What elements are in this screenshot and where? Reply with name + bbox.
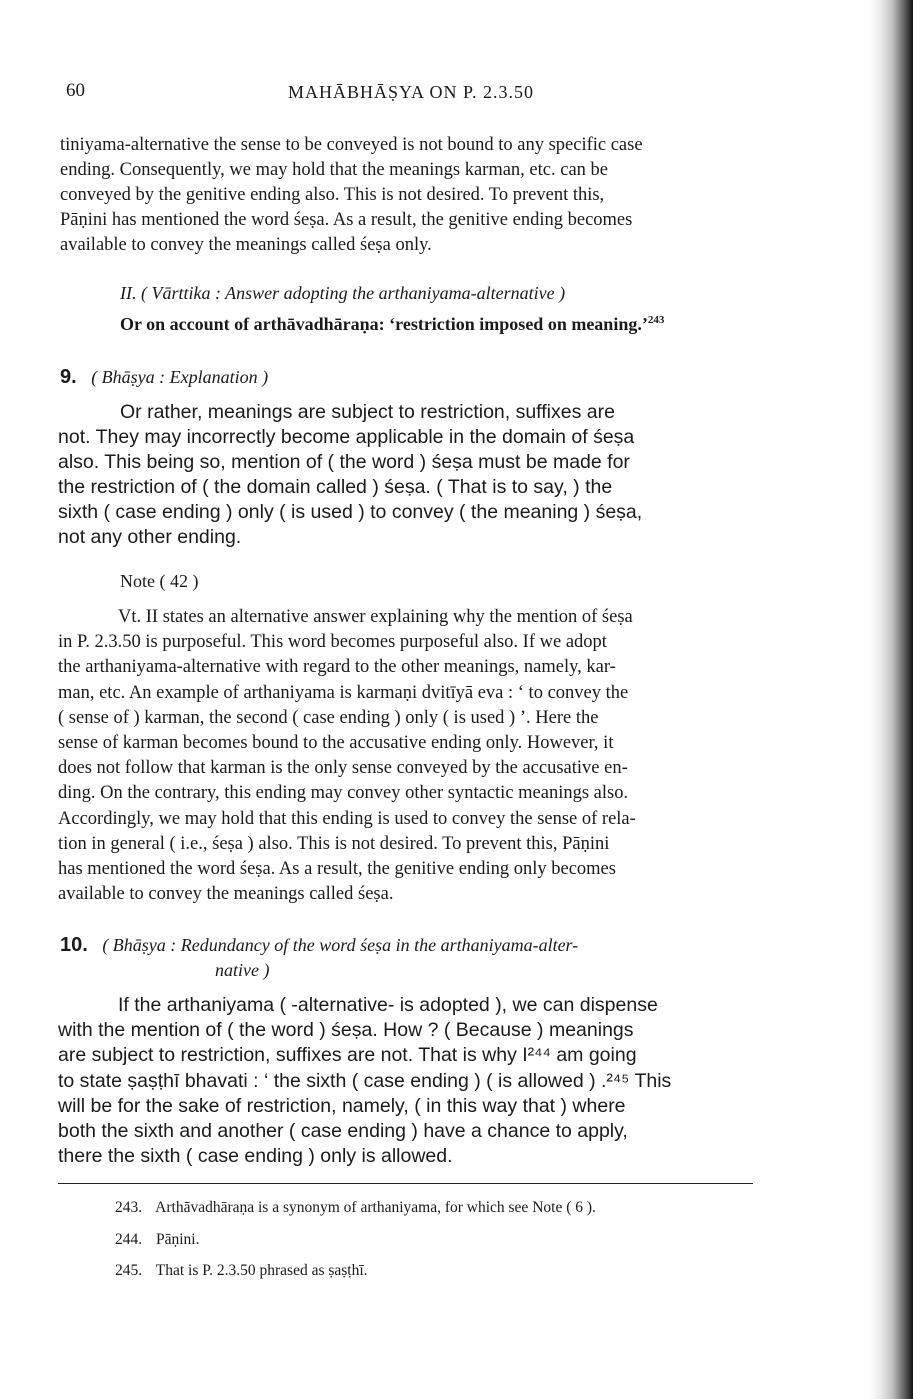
footnote-ref: 243 bbox=[647, 314, 665, 326]
text-line: Vt. II states an alternative answer explaining why the mention of śeṣa bbox=[118, 607, 633, 627]
text-line: has mentioned the word śeṣa. As a result, the genitive ending only becomes bbox=[58, 859, 616, 880]
section-number: 10. bbox=[60, 934, 88, 956]
book-binding-edge bbox=[869, 0, 913, 1399]
varttika-text bbox=[120, 314, 664, 335]
footnote-number: 243. bbox=[115, 1199, 143, 1216]
page-header bbox=[62, 80, 762, 110]
text-line: the arthaniyama-alternative with regard to the other meanings, namely, kar- bbox=[58, 657, 616, 678]
text-line: sixth ( case ending ) only ( is used ) to convey ( the meaning ) śeṣa, bbox=[58, 501, 643, 523]
footnote bbox=[115, 1231, 200, 1249]
text-line: tiniyama-alternative the sense to be conveyed is not bound to any specific case bbox=[60, 135, 643, 155]
footnote-text: Pāṇini. bbox=[156, 1231, 200, 1248]
text-line: Accordingly, we may hold that this ending is used to convey the sense of rela- bbox=[58, 808, 636, 829]
text-line: man, etc. An example of arthaniyama is karmaṇi dvitīyā eva : ‘ to convey the bbox=[58, 682, 629, 703]
text-line: both the sixth and another ( case ending ) have a chance to apply, bbox=[58, 1120, 628, 1143]
text-line: Pāṇini has mentioned the word śeṣa. As a result, the genitive ending becomes bbox=[60, 210, 633, 230]
text-line: tion in general ( i.e., śeṣa ) also. This is not desired. To prevent this, Pāṇini bbox=[58, 833, 610, 854]
section-9-heading bbox=[60, 366, 268, 389]
section-number: 9. bbox=[60, 366, 77, 388]
section-title-continued: native ) bbox=[215, 960, 270, 980]
text-line: not any other ending. bbox=[58, 526, 242, 548]
footnote-number: 245. bbox=[115, 1262, 143, 1279]
text-line: does not follow that karman is the only sense conveyed by the accusative en- bbox=[58, 758, 628, 779]
text-line: available to convey the meanings called śeṣa only. bbox=[60, 235, 432, 255]
intro-paragraph bbox=[60, 133, 770, 258]
text-line: are subject to restriction, suffixes are not. That is why I²⁴⁴ am going bbox=[58, 1044, 637, 1067]
text-line: with the mention of ( the word ) śeṣa. How ? ( Because ) meanings bbox=[58, 1019, 634, 1042]
text-line: conveyed by the genitive ending also. This is not desired. To prevent this, bbox=[60, 185, 605, 205]
varttika-title: II. ( Vārttika : Answer adopting the arthaniyama-alternative ) bbox=[120, 283, 566, 303]
section-title: ( Bhāṣya : Redundancy of the word śeṣa in the arthaniyama-alter- bbox=[102, 935, 579, 955]
text-line: also. This being so, mention of ( the word ) śeṣa must be made for bbox=[58, 451, 630, 473]
footnote-divider bbox=[58, 1183, 753, 1184]
text-line: ( sense of ) karman, the second ( case ending ) only ( is used ) ’. Here the bbox=[58, 707, 599, 728]
running-head: MAHĀBHĀṢYA ON P. 2.3.50 bbox=[288, 82, 535, 102]
text-line: If the arthaniyama ( -alternative- is adopted ), we can dispense bbox=[118, 994, 658, 1016]
text-line: to state ṣaṣṭhī bhavati : ‘ the sixth ( case ending ) ( is allowed ) .²⁴⁵ This bbox=[58, 1069, 672, 1092]
section-10-body bbox=[58, 993, 763, 1169]
text-line: available to convey the meanings called śeṣa. bbox=[58, 884, 394, 905]
text-line: there the sixth ( case ending ) only is allowed. bbox=[58, 1145, 453, 1168]
page-number: 60 bbox=[66, 80, 85, 101]
footnote bbox=[115, 1199, 596, 1217]
text-line: sense of karman becomes bound to the accusative ending only. However, it bbox=[58, 733, 614, 754]
text-line: will be for the sake of restriction, namely, ( in this way that ) where bbox=[58, 1094, 626, 1117]
section-10-heading bbox=[60, 934, 578, 957]
text-line: Or rather, meanings are subject to restriction, suffixes are bbox=[120, 401, 615, 423]
section-title: ( Bhāṣya : Explanation ) bbox=[91, 367, 269, 387]
note-heading: Note ( 42 ) bbox=[120, 571, 199, 591]
section-9-body bbox=[58, 400, 763, 550]
footnote-text: That is P. 2.3.50 phrased as ṣaṣṭhī. bbox=[155, 1262, 368, 1279]
footnote-text: Arthāvadhāraṇa is a synonym of arthaniyama, for which see Note ( 6 ). bbox=[155, 1199, 596, 1216]
text-line: the restriction of ( the domain called ) śeṣa. ( That is to say, ) the bbox=[58, 476, 613, 498]
text-line: not. They may incorrectly become applicable in the domain of śeṣa bbox=[58, 426, 635, 448]
text-line: ending. Consequently, we may hold that the meanings karman, etc. can be bbox=[60, 160, 608, 180]
note-body bbox=[58, 605, 763, 907]
section-10-heading-cont bbox=[215, 960, 269, 981]
footnote bbox=[115, 1262, 368, 1280]
varttika-statement: Or on account of arthāvadhāraṇa: ‘restriction imposed on meaning.’ bbox=[120, 314, 648, 334]
text-line: in P. 2.3.50 is purposeful. This word becomes purposeful also. If we adopt bbox=[58, 632, 607, 653]
text-line: ding. On the contrary, this ending may convey other syntactic meanings also. bbox=[58, 783, 629, 804]
footnote-number: 244. bbox=[115, 1231, 143, 1248]
